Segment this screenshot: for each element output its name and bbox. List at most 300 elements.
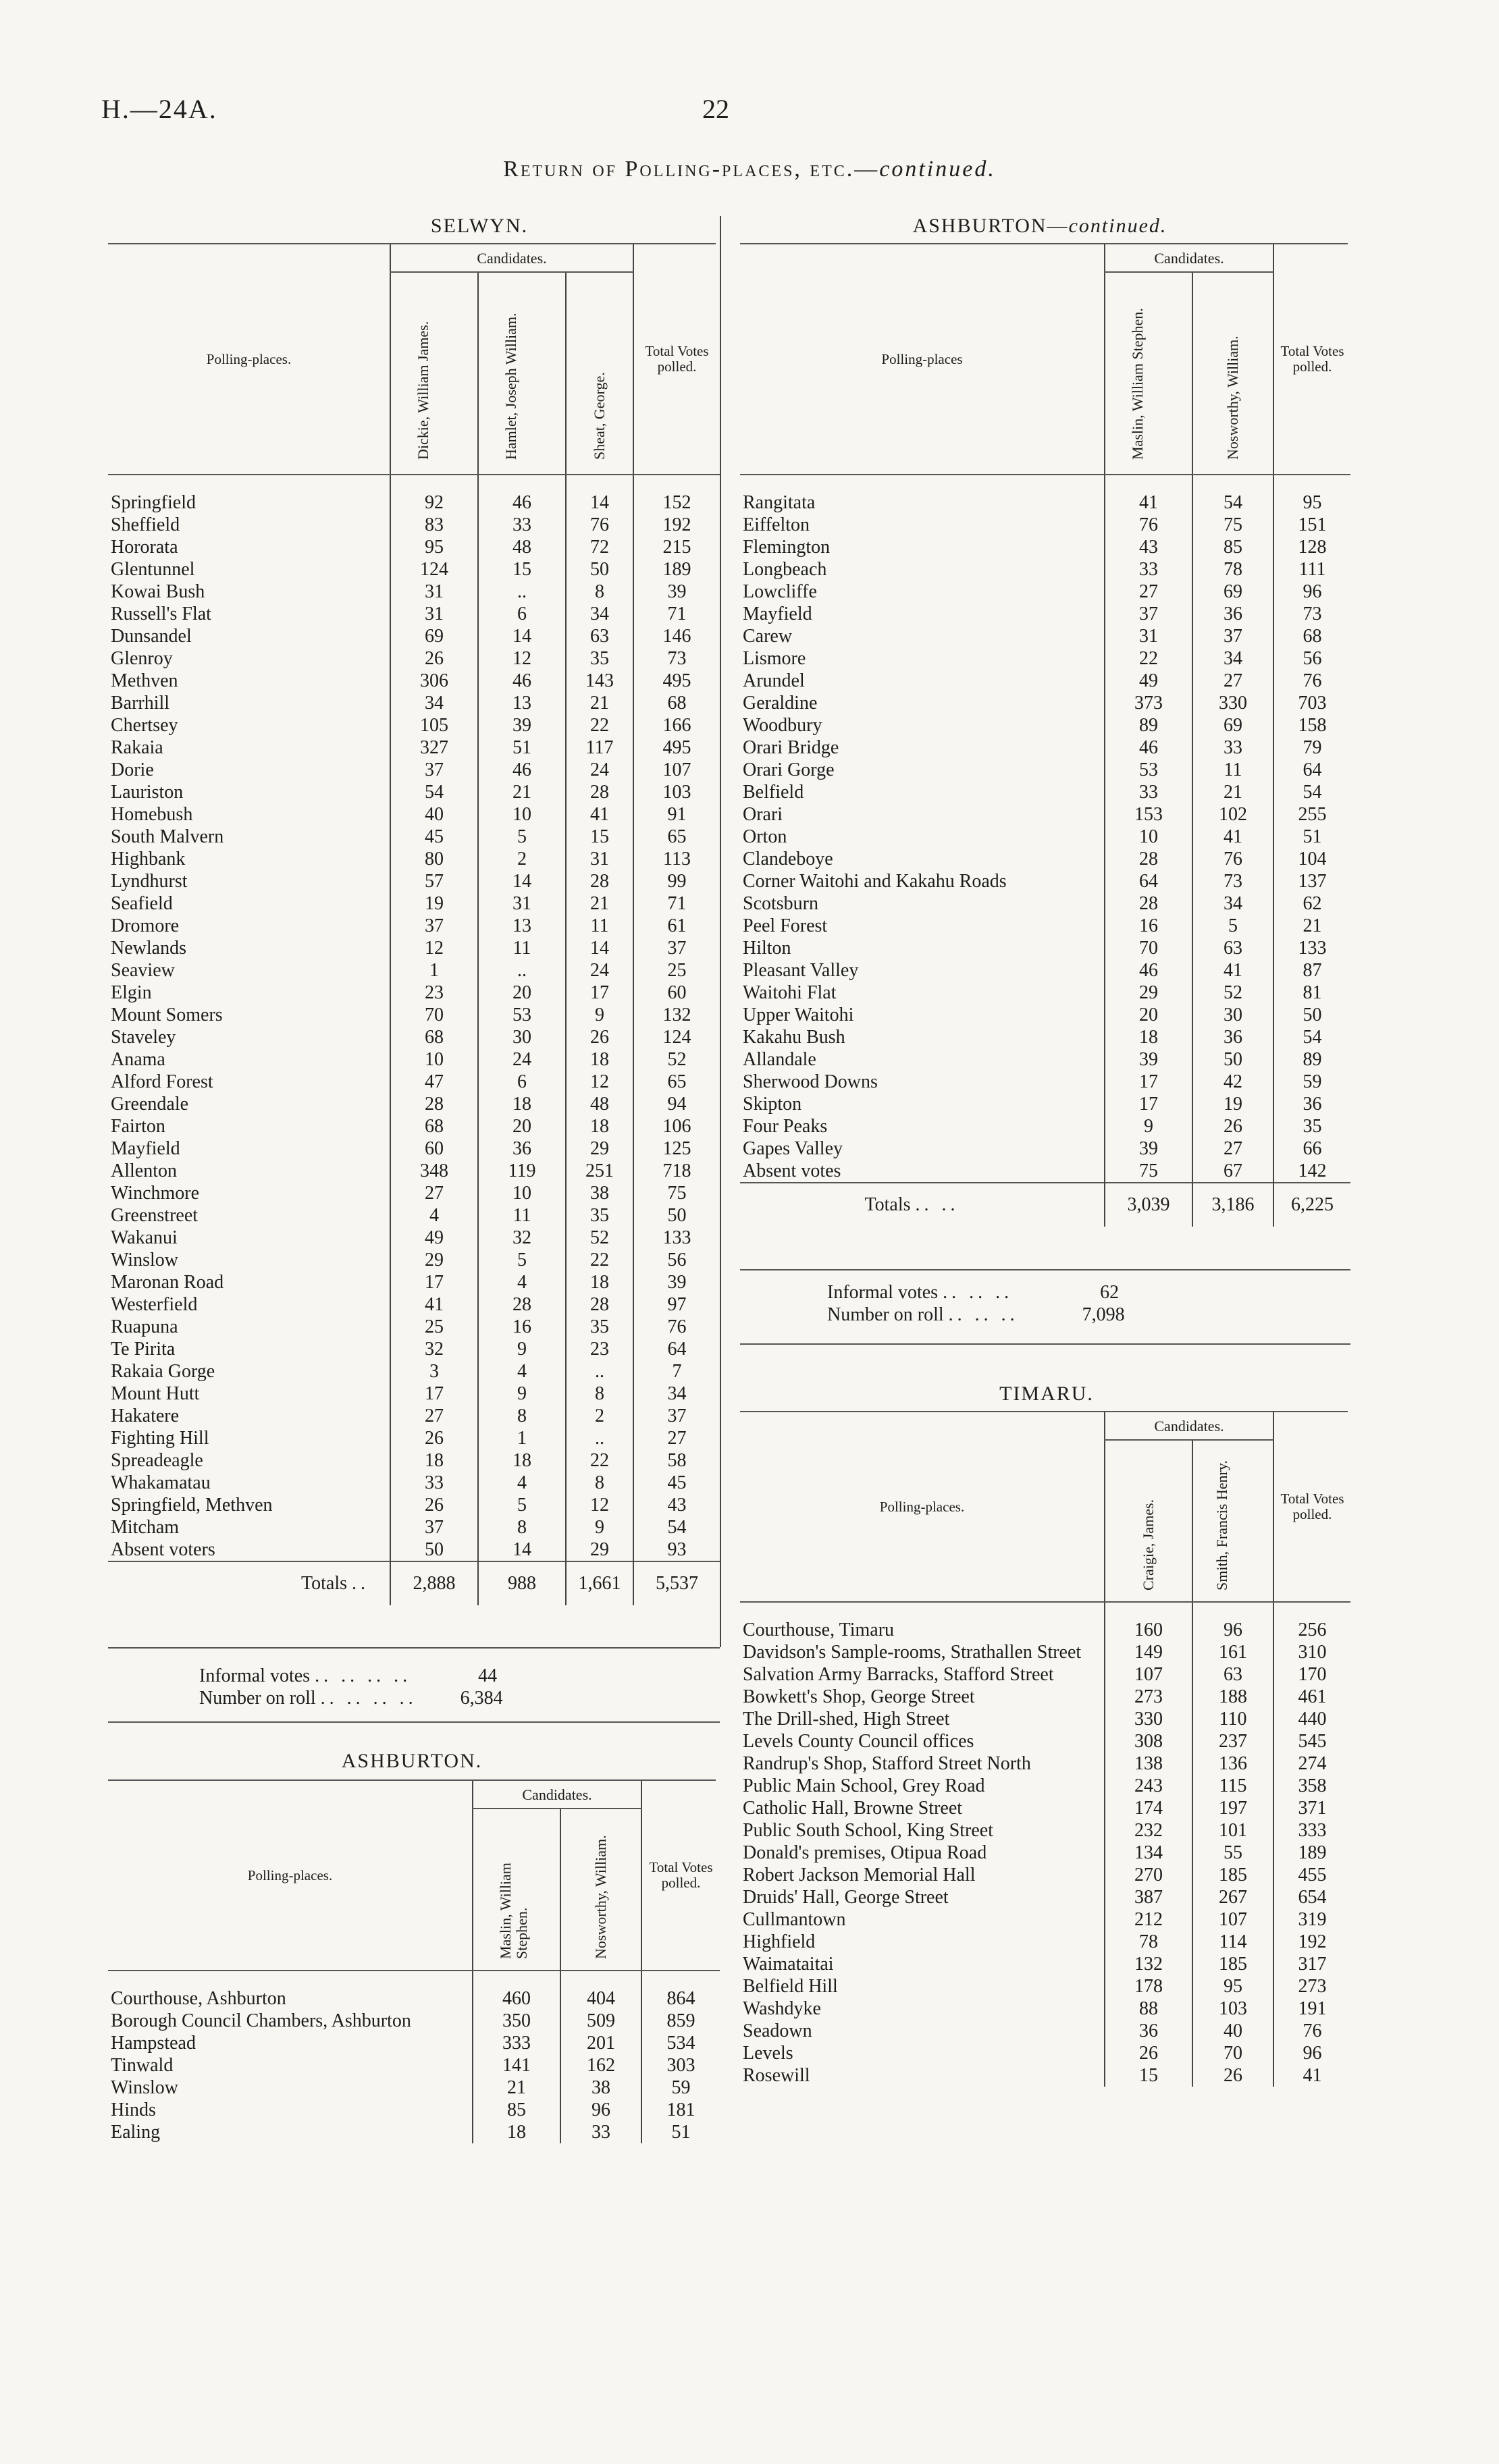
selwyn-vote-cell: 21	[566, 692, 633, 714]
ashburton-rows	[108, 1971, 720, 2143]
ashburton-cont-vote-cell: 87	[1273, 959, 1350, 982]
selwyn-vote-cell: 5	[478, 1249, 566, 1271]
ashburton-cont-vote-cell: 64	[1273, 759, 1350, 781]
selwyn-table-row	[108, 959, 720, 982]
selwyn-vote-cell: 51	[478, 736, 566, 759]
ashburton-cont-vote-cell: 64	[1105, 870, 1192, 892]
ashburton-cont-vote-cell: 19	[1192, 1093, 1273, 1115]
timaru-vote-cell: 185	[1192, 1953, 1273, 1975]
ashburton-cont-polling-places-header: Polling-places	[740, 244, 1105, 475]
ashburton-vote-cell: 460	[473, 1987, 560, 2010]
selwyn-table-row	[108, 803, 720, 826]
ashburton-cont-vote-cell: 69	[1192, 714, 1273, 736]
ashburton-cont-vote-cell: 34	[1192, 647, 1273, 670]
document-code: H.—24A.	[101, 94, 217, 124]
selwyn-polling-places-header: Polling-places.	[108, 244, 390, 475]
selwyn-table-row	[108, 514, 720, 536]
timaru-vote-cell: 55	[1192, 1842, 1273, 1864]
ashburton-cont-vote-cell: 67	[1192, 1160, 1273, 1183]
ashburton-cont-vote-cell: 78	[1192, 558, 1273, 581]
selwyn-table-row	[108, 1360, 720, 1383]
selwyn-vote-cell: 26	[390, 1427, 478, 1449]
selwyn-vote-cell: 8	[478, 1516, 566, 1538]
ashburton-cont-polling-place: Eiffelton	[743, 514, 810, 535]
ashburton-cont-candidate-header	[1192, 272, 1273, 475]
timaru-table-row	[740, 1886, 1350, 1908]
selwyn-table-row	[108, 892, 720, 915]
timaru-table-row	[740, 1998, 1350, 2020]
selwyn-polling-place: Whakamatau	[111, 1472, 211, 1493]
selwyn-vote-cell: 61	[633, 915, 720, 937]
ashburton-cont-vote-cell: 22	[1105, 647, 1192, 670]
selwyn-vote-cell: 495	[633, 736, 720, 759]
selwyn-vote-cell: 83	[390, 514, 478, 536]
selwyn-vote-cell: 24	[478, 1048, 566, 1071]
ashburton-cont-table-row	[740, 915, 1350, 937]
selwyn-table-row	[108, 558, 720, 581]
timaru-vote-cell: 103	[1192, 1998, 1273, 2020]
timaru-vote-cell: 654	[1273, 1886, 1350, 1908]
ashburton-cont-candidate-header	[1105, 272, 1192, 475]
selwyn-vote-cell: 31	[390, 581, 478, 603]
selwyn-vote-cell: 18	[390, 1449, 478, 1472]
selwyn-vote-cell: 189	[633, 558, 720, 581]
ashburton-table-row	[108, 2099, 720, 2121]
timaru-vote-cell: 174	[1105, 1797, 1192, 1819]
selwyn-vote-cell: 72	[566, 536, 633, 558]
selwyn-vote-cell: 32	[478, 1227, 566, 1249]
selwyn-vote-cell: 306	[390, 670, 478, 692]
selwyn-vote-cell: 46	[478, 491, 566, 514]
selwyn-vote-cell: 39	[478, 714, 566, 736]
ashburton-cont-vote-cell: 70	[1105, 937, 1192, 959]
ashburton-cont-polling-place: Peel Forest	[743, 915, 828, 936]
timaru-polling-place: Belfield Hill	[743, 1976, 838, 1997]
selwyn-polling-place: Greendale	[111, 1094, 189, 1115]
selwyn-vote-cell: 133	[633, 1227, 720, 1249]
ashburton-cont-table-row	[740, 491, 1350, 514]
selwyn-table-row	[108, 870, 720, 892]
selwyn-vote-cell: 106	[633, 1115, 720, 1137]
selwyn-vote-cell: 113	[633, 848, 720, 870]
ashburton-cont-vote-cell: 81	[1273, 982, 1350, 1004]
timaru-polling-place: Levels	[743, 2043, 793, 2064]
timaru-polling-place: Seadown	[743, 2020, 812, 2041]
ashburton-cont-polling-place: Orari Bridge	[743, 737, 839, 758]
timaru-vote-cell: 76	[1273, 2020, 1350, 2042]
timaru-vote-cell: 95	[1192, 1975, 1273, 1998]
selwyn-table-row	[108, 1071, 720, 1093]
ashburton-cont-vote-cell: 62	[1273, 892, 1350, 915]
timaru-vote-cell: 170	[1273, 1663, 1350, 1686]
ashburton-vote-cell: 38	[560, 2077, 641, 2099]
ashburton-cont-vote-cell: 85	[1192, 536, 1273, 558]
timaru-vote-cell: 101	[1192, 1819, 1273, 1842]
ashburton-cont-vote-cell: 18	[1105, 1026, 1192, 1048]
ashburton-cont-vote-cell: 33	[1192, 736, 1273, 759]
ashburton-cont-polling-place: Orari	[743, 804, 783, 825]
ashburton-cont-vote-cell: 37	[1192, 625, 1273, 647]
ashburton-cont-vote-cell: 36	[1192, 603, 1273, 625]
selwyn-polling-place: Winchmore	[111, 1183, 200, 1204]
selwyn-vote-cell: 25	[633, 959, 720, 982]
selwyn-vote-cell: 26	[390, 647, 478, 670]
selwyn-table-row	[108, 1004, 720, 1026]
selwyn-polling-place: Dromore	[111, 915, 180, 936]
selwyn-polling-place: Mayfield	[111, 1138, 180, 1159]
selwyn-vote-cell: 54	[390, 781, 478, 803]
ashburton-cont-polling-place: Hilton	[743, 938, 791, 959]
ashburton-cont-polling-place: Orton	[743, 826, 787, 847]
selwyn-vote-cell: 105	[390, 714, 478, 736]
selwyn-table-row	[108, 937, 720, 959]
selwyn-table-row	[108, 647, 720, 670]
ashburton-cont-vote-cell: 9	[1105, 1115, 1192, 1137]
selwyn-table-row	[108, 1405, 720, 1427]
timaru-vote-cell: 26	[1105, 2042, 1192, 2064]
timaru-vote-cell: 110	[1192, 1708, 1273, 1730]
timaru-vote-cell: 274	[1273, 1752, 1350, 1775]
ashburton-vote-cell: 864	[641, 1987, 720, 2010]
selwyn-table-row	[108, 1494, 720, 1516]
ashburton-cont-bottom-rule	[740, 1269, 1350, 1270]
selwyn-vote-cell: 107	[633, 759, 720, 781]
timaru-table-row	[740, 1842, 1350, 1864]
ashburton-cont-table-row	[740, 625, 1350, 647]
timaru-table	[740, 1412, 1350, 2087]
timaru-candidate-header	[1105, 1440, 1192, 1602]
selwyn-vote-cell: 6	[478, 1071, 566, 1093]
timaru-vote-cell: 189	[1273, 1842, 1350, 1864]
ashburton-cont-vote-cell: 27	[1192, 1137, 1273, 1160]
ashburton-vote-cell: 333	[473, 2032, 560, 2054]
page-title	[0, 157, 1499, 182]
ashburton-cont-polling-place: Allandale	[743, 1049, 816, 1070]
selwyn-polling-place: Sheffield	[111, 514, 180, 535]
ashburton-cont-vote-cell: 10	[1105, 826, 1192, 848]
selwyn-table-row	[108, 1271, 720, 1293]
selwyn-vote-cell: ..	[566, 1360, 633, 1383]
ashburton-cont-totals-label: Totals .. ..	[740, 1183, 1105, 1227]
ashburton-vote-cell: 85	[473, 2099, 560, 2121]
selwyn-candidates-header: Candidates.	[390, 244, 633, 272]
ashburton-cont-table-row	[740, 892, 1350, 915]
timaru-vote-cell: 256	[1273, 1619, 1350, 1641]
ashburton-vote-cell: 141	[473, 2054, 560, 2077]
timaru-polling-place: Catholic Hall, Browne Street	[743, 1798, 963, 1819]
selwyn-polling-place: Highbank	[111, 849, 186, 869]
timaru-vote-cell: 132	[1105, 1953, 1192, 1975]
timaru-vote-cell: 455	[1273, 1864, 1350, 1886]
ashburton-vote-cell: 96	[560, 2099, 641, 2121]
selwyn-polling-place: Seafield	[111, 893, 173, 914]
ashburton-cont-vote-cell: 76	[1105, 514, 1192, 536]
timaru-vote-cell: 358	[1273, 1775, 1350, 1797]
selwyn-vote-cell: 117	[566, 736, 633, 759]
selwyn-vote-cell: 103	[633, 781, 720, 803]
selwyn-polling-place: Dunsandel	[111, 626, 192, 647]
ashburton-cont-vote-cell: 27	[1192, 670, 1273, 692]
timaru-table-row	[740, 1864, 1350, 1886]
ashburton-cont-vote-cell: 54	[1192, 491, 1273, 514]
ashburton-polling-place: Courthouse, Ashburton	[111, 1988, 286, 2009]
selwyn-vote-cell: 19	[390, 892, 478, 915]
timaru-vote-cell: 26	[1192, 2064, 1273, 2087]
ashburton-cont-vote-cell: 21	[1273, 915, 1350, 937]
ashburton-vote-cell: 404	[560, 1987, 641, 2010]
timaru-table-row	[740, 2042, 1350, 2064]
ashburton-cont-vote-cell: 33	[1105, 558, 1192, 581]
selwyn-vote-cell: 10	[478, 1182, 566, 1204]
ashburton-cont-vote-cell: 79	[1273, 736, 1350, 759]
selwyn-vote-cell: 11	[566, 915, 633, 937]
selwyn-vote-cell: 12	[390, 937, 478, 959]
timaru-polling-place: Cullmantown	[743, 1909, 846, 1930]
selwyn-table-row	[108, 714, 720, 736]
ashburton-cont-polling-place: Lismore	[743, 648, 806, 669]
timaru-table-row	[740, 1975, 1350, 1998]
selwyn-vote-cell: 8	[566, 581, 633, 603]
selwyn-vote-cell: 50	[633, 1204, 720, 1227]
selwyn-vote-cell: 11	[478, 1204, 566, 1227]
ashburton-cont-vote-cell: 20	[1105, 1004, 1192, 1026]
selwyn-table-row	[108, 826, 720, 848]
ashburton-cont-table-row	[740, 1071, 1350, 1093]
selwyn-vote-cell: 37	[633, 937, 720, 959]
selwyn-table-row	[108, 1093, 720, 1115]
selwyn-vote-cell: 18	[566, 1048, 633, 1071]
selwyn-vote-cell: 29	[566, 1137, 633, 1160]
selwyn-polling-place: Ruapuna	[111, 1316, 178, 1337]
selwyn-vote-cell: 46	[478, 670, 566, 692]
timaru-vote-cell: 149	[1105, 1641, 1192, 1663]
ashburton-table-row	[108, 1987, 720, 2010]
timaru-vote-cell: 88	[1105, 1998, 1192, 2020]
selwyn-vote-cell: 12	[478, 647, 566, 670]
selwyn-table-row	[108, 1316, 720, 1338]
selwyn-polling-place: Rakaia Gorge	[111, 1361, 215, 1382]
ashburton-cont-vote-cell: 26	[1192, 1115, 1273, 1137]
selwyn-polling-place: Glenroy	[111, 648, 173, 669]
selwyn-vote-cell: 23	[566, 1338, 633, 1360]
ashburton-cont-vote-cell: 46	[1105, 736, 1192, 759]
selwyn-polling-place: Springfield	[111, 492, 196, 513]
selwyn-vote-cell: 56	[633, 1249, 720, 1271]
timaru-vote-cell: 70	[1192, 2042, 1273, 2064]
selwyn-vote-cell: 73	[633, 647, 720, 670]
selwyn-vote-cell: ..	[566, 1427, 633, 1449]
ashburton-cont-polling-place: Gapes Valley	[743, 1138, 843, 1159]
timaru-polling-place: Waimataitai	[743, 1954, 834, 1975]
ashburton-table-row	[108, 2054, 720, 2077]
selwyn-vote-cell: 3	[390, 1360, 478, 1383]
ashburton-table-row	[108, 2032, 720, 2054]
timaru-table-row	[740, 1708, 1350, 1730]
selwyn-table-row	[108, 736, 720, 759]
selwyn-vote-cell: 37	[633, 1405, 720, 1427]
selwyn-vote-cell: 17	[566, 982, 633, 1004]
selwyn-vote-cell: 28	[566, 781, 633, 803]
selwyn-vote-cell: 4	[478, 1472, 566, 1494]
selwyn-informal-votes: Informal votes .. .. .. .. 44	[199, 1665, 498, 1686]
timaru-table-row	[740, 1931, 1350, 1953]
timaru-table-row	[740, 1908, 1350, 1931]
timaru-vote-cell: 192	[1273, 1931, 1350, 1953]
ashburton-cont-vote-cell: 255	[1273, 803, 1350, 826]
selwyn-polling-place: Hororata	[111, 537, 178, 558]
ashburton-candidate-name: Nosworthy, William.	[592, 1834, 609, 1959]
ashburton-cont-vote-cell: 41	[1192, 959, 1273, 982]
timaru-vote-cell: 308	[1105, 1730, 1192, 1752]
selwyn-table-row	[108, 491, 720, 514]
selwyn-vote-cell: 15	[566, 826, 633, 848]
ashburton-cont-table-row	[740, 692, 1350, 714]
selwyn-polling-place: Absent voters	[111, 1539, 215, 1560]
timaru-table-row	[740, 1641, 1350, 1663]
selwyn-table-row	[108, 1293, 720, 1316]
ashburton-cont-polling-place: Belfield	[743, 782, 804, 803]
selwyn-polling-place: Winslow	[111, 1250, 178, 1270]
selwyn-vote-cell: 48	[566, 1093, 633, 1115]
selwyn-vote-cell: 37	[390, 915, 478, 937]
selwyn-vote-cell: 146	[633, 625, 720, 647]
ashburton-table	[108, 1781, 720, 2143]
ashburton-cont-polling-place: Mayfield	[743, 604, 812, 624]
timaru-polling-place: Public South School, King Street	[743, 1820, 993, 1841]
selwyn-vote-cell: 27	[390, 1182, 478, 1204]
timaru-vote-cell: 178	[1105, 1975, 1192, 1998]
ashburton-cont-total-header: Total Votes polled.	[1273, 244, 1350, 475]
selwyn-vote-cell: 70	[390, 1004, 478, 1026]
selwyn-vote-cell: 53	[478, 1004, 566, 1026]
selwyn-polling-place: Hakatere	[111, 1405, 180, 1426]
selwyn-vote-cell: 18	[566, 1271, 633, 1293]
selwyn-vote-cell: 35	[566, 1316, 633, 1338]
ashburton-cont-table-row	[740, 1160, 1350, 1183]
selwyn-vote-cell: 327	[390, 736, 478, 759]
selwyn-vote-cell: 80	[390, 848, 478, 870]
ashburton-cont-total-value: 6,225	[1273, 1183, 1350, 1227]
selwyn-vote-cell: 34	[566, 603, 633, 625]
selwyn-vote-cell: 8	[566, 1383, 633, 1405]
selwyn-vote-cell: 64	[633, 1338, 720, 1360]
ashburton-candidate-name: Maslin, William Stephen.	[497, 1862, 530, 1959]
ashburton-cont-vote-cell: 76	[1192, 848, 1273, 870]
selwyn-vote-cell: 21	[566, 892, 633, 915]
selwyn-table-row	[108, 1026, 720, 1048]
ashburton-cont-vote-cell: 54	[1273, 781, 1350, 803]
ashburton-cont-vote-cell: 42	[1192, 1071, 1273, 1093]
ashburton-cont-table-row	[740, 647, 1350, 670]
selwyn-vote-cell: 71	[633, 603, 720, 625]
ashburton-cont-vote-cell: 153	[1105, 803, 1192, 826]
timaru-polling-place: Highfield	[743, 1931, 816, 1952]
selwyn-table-row	[108, 1137, 720, 1160]
selwyn-polling-place: Fairton	[111, 1116, 165, 1137]
selwyn-vote-cell: 14	[566, 491, 633, 514]
selwyn-vote-cell: 18	[478, 1093, 566, 1115]
selwyn-candidate-name: Hamlet, Joseph William.	[502, 313, 519, 460]
ashburton-cont-polling-place: Orari Gorge	[743, 759, 835, 780]
selwyn-polling-place: Maronan Road	[111, 1272, 224, 1293]
selwyn-vote-cell: 31	[478, 892, 566, 915]
selwyn-polling-place: Elgin	[111, 982, 152, 1003]
selwyn-vote-cell: 251	[566, 1160, 633, 1182]
selwyn-vote-cell: 4	[390, 1204, 478, 1227]
ashburton-cont-vote-cell: 28	[1105, 848, 1192, 870]
page-number: 22	[702, 94, 729, 124]
ashburton-cont-polling-place: Four Peaks	[743, 1116, 828, 1137]
selwyn-vote-cell: 132	[633, 1004, 720, 1026]
timaru-candidate-name: Craigie, James.	[1140, 1499, 1157, 1590]
selwyn-roll-value: 6,384	[460, 1688, 503, 1709]
ashburton-cont-polling-place: Arundel	[743, 670, 805, 691]
ashburton-cont-polling-place: Woodbury	[743, 715, 822, 736]
selwyn-vote-cell: 14	[478, 1538, 566, 1561]
selwyn-vote-cell: 215	[633, 536, 720, 558]
selwyn-vote-cell: 12	[566, 1071, 633, 1093]
selwyn-table-row	[108, 536, 720, 558]
selwyn-polling-place: Seaview	[111, 960, 175, 981]
selwyn-vote-cell: 71	[633, 892, 720, 915]
selwyn-polling-place: Mitcham	[111, 1517, 180, 1538]
timaru-vote-cell: 96	[1192, 1619, 1273, 1641]
selwyn-table-row	[108, 1160, 720, 1182]
ashburton-cont-vote-cell: 34	[1192, 892, 1273, 915]
ashburton-cont-stats-rule	[740, 1343, 1350, 1345]
ashburton-cont-vote-cell: 52	[1192, 982, 1273, 1004]
selwyn-vote-cell: 18	[566, 1115, 633, 1137]
selwyn-vote-cell: 37	[390, 759, 478, 781]
selwyn-vote-cell: 718	[633, 1160, 720, 1182]
ashburton-candidate-header	[473, 1809, 560, 1971]
timaru-vote-cell: 545	[1273, 1730, 1350, 1752]
selwyn-table-row	[108, 1182, 720, 1204]
timaru-total-header: Total Votes polled.	[1273, 1412, 1350, 1602]
ashburton-polling-place: Borough Council Chambers, Ashburton	[111, 2010, 411, 2031]
ashburton-cont-polling-place: Corner Waitohi and Kakahu Roads	[743, 871, 1007, 892]
ashburton-vote-cell: 59	[641, 2077, 720, 2099]
ashburton-cont-vote-cell: 46	[1105, 959, 1192, 982]
selwyn-vote-cell: 152	[633, 491, 720, 514]
selwyn-table-row	[108, 1249, 720, 1271]
timaru-polling-place: Washdyke	[743, 1998, 821, 2019]
timaru-vote-cell: 212	[1105, 1908, 1192, 1931]
selwyn-vote-cell: 2	[478, 848, 566, 870]
ashburton-total-header: Total Votes polled.	[641, 1781, 720, 1971]
selwyn-vote-cell: 43	[633, 1494, 720, 1516]
selwyn-vote-cell: 68	[633, 692, 720, 714]
selwyn-vote-cell: 16	[478, 1316, 566, 1338]
timaru-vote-cell: 41	[1273, 2064, 1350, 2087]
ashburton-polling-place: Ealing	[111, 2122, 161, 2143]
ashburton-cont-table-row	[740, 826, 1350, 848]
ashburton-cont-polling-place: Geraldine	[743, 693, 818, 714]
ashburton-cont-table-row	[740, 781, 1350, 803]
ashburton-cont-vote-cell: 36	[1192, 1026, 1273, 1048]
selwyn-vote-cell: 24	[566, 759, 633, 781]
selwyn-informal-value: 44	[478, 1665, 498, 1686]
ashburton-cont-table-row	[740, 514, 1350, 536]
timaru-vote-cell: 387	[1105, 1886, 1192, 1908]
selwyn-vote-cell: 52	[566, 1227, 633, 1249]
selwyn-vote-cell: 63	[566, 625, 633, 647]
timaru-table-row	[740, 1752, 1350, 1775]
selwyn-vote-cell: 27	[633, 1427, 720, 1449]
ashburton-cont-vote-cell: 59	[1273, 1071, 1350, 1093]
timaru-vote-cell: 197	[1192, 1797, 1273, 1819]
selwyn-polling-place: South Malvern	[111, 826, 224, 847]
